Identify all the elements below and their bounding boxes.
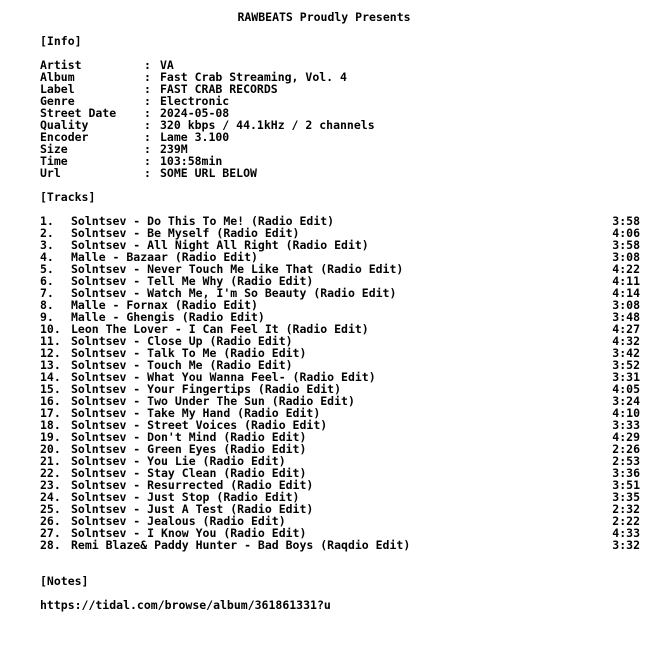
track-duration: 4:29 <box>612 430 640 444</box>
info-value: SOME URL BELOW <box>160 166 257 180</box>
track-duration: 3:08 <box>612 298 640 312</box>
track-number: 13. <box>40 358 61 372</box>
info-separator: : <box>144 106 151 120</box>
track-duration: 2:32 <box>612 502 640 516</box>
track-number: 7. <box>40 286 54 300</box>
notes-url-link[interactable]: https://tidal.com/browse/album/361861331?u <box>40 598 331 612</box>
track-number: 25. <box>40 502 61 516</box>
info-value: 320 kbps / 44.1kHz / 2 channels <box>160 118 375 132</box>
track-title: Solntsev - Do This To Me! (Radio Edit) <box>71 214 335 228</box>
info-value: Fast Crab Streaming, Vol. 4 <box>160 70 347 84</box>
track-number: 27. <box>40 526 61 540</box>
info-key: Encoder <box>40 130 89 144</box>
track-number: 4. <box>40 250 54 264</box>
track-duration: 3:35 <box>612 490 640 504</box>
info-row <box>40 71 640 83</box>
track-number: 3. <box>40 238 54 252</box>
info-key: Time <box>40 154 68 168</box>
track-title: Solntsev - You Lie (Radio Edit) <box>71 454 286 468</box>
track-title: Solntsev - Two Under The Sun (Radio Edit) <box>71 394 355 408</box>
track-row <box>40 539 640 551</box>
track-number: 11. <box>40 334 61 348</box>
track-title: Solntsev - Don't Mind (Radio Edit) <box>71 430 307 444</box>
track-title: Solntsev - Never Touch Me Like That (Radio Edit) <box>71 262 404 276</box>
track-duration: 2:53 <box>612 454 640 468</box>
track-number: 14. <box>40 370 61 384</box>
info-separator: : <box>144 58 151 72</box>
info-key: Album <box>40 70 75 84</box>
track-number: 20. <box>40 442 61 456</box>
track-title: Solntsev - Resurrected (Radio Edit) <box>71 478 314 492</box>
track-duration: 3:48 <box>612 310 640 324</box>
track-number: 5. <box>40 262 54 276</box>
info-row <box>40 131 640 143</box>
info-row <box>40 119 640 131</box>
track-title: Solntsev - Tell Me Why (Radio Edit) <box>71 274 314 288</box>
info-section-label: [Info] <box>40 34 82 48</box>
track-title: Solntsev - What You Wanna Feel- (Radio Edit) <box>71 370 376 384</box>
track-title: Solntsev - Jealous (Radio Edit) <box>71 514 286 528</box>
track-number: 12. <box>40 346 61 360</box>
track-duration: 2:22 <box>612 514 640 528</box>
track-title: Solntsev - Talk To Me (Radio Edit) <box>71 346 307 360</box>
info-key: Artist <box>40 58 82 72</box>
info-key: Size <box>40 142 68 156</box>
track-number: 19. <box>40 430 61 444</box>
track-duration: 4:11 <box>612 274 640 288</box>
track-number: 16. <box>40 394 61 408</box>
track-number: 6. <box>40 274 54 288</box>
track-duration: 4:10 <box>612 406 640 420</box>
track-duration: 4:27 <box>612 322 640 336</box>
info-key: Url <box>40 166 61 180</box>
track-duration: 3:51 <box>612 478 640 492</box>
track-duration: 3:32 <box>612 538 640 552</box>
track-number: 8. <box>40 298 54 312</box>
track-duration: 4:14 <box>612 286 640 300</box>
info-key: Genre <box>40 94 75 108</box>
track-number: 10. <box>40 322 61 336</box>
info-value: 239M <box>160 142 188 156</box>
notes-section-label: [Notes] <box>40 574 89 588</box>
info-separator: : <box>144 154 151 168</box>
track-title: Malle - Bazaar (Radio Edit) <box>71 250 258 264</box>
info-value: 103:58min <box>160 154 223 168</box>
info-separator: : <box>144 142 151 156</box>
info-separator: : <box>144 130 151 144</box>
track-title: Solntsev - Just A Test (Radio Edit) <box>71 502 314 516</box>
track-number: 21. <box>40 454 61 468</box>
track-duration: 4:32 <box>612 334 640 348</box>
info-separator: : <box>144 94 151 108</box>
track-duration: 3:58 <box>612 238 640 252</box>
track-duration: 3:31 <box>612 370 640 384</box>
track-title: Solntsev - Be Myself (Radio Edit) <box>71 226 300 240</box>
track-duration: 4:33 <box>612 526 640 540</box>
track-number: 2. <box>40 226 54 240</box>
info-value: 2024-05-08 <box>160 106 230 120</box>
track-title: Solntsev - I Know You (Radio Edit) <box>71 526 307 540</box>
track-number: 1. <box>40 214 54 228</box>
release-title: RAWBEATS Proudly Presents <box>237 10 411 24</box>
info-row <box>40 167 640 179</box>
track-title: Malle - Fornax (Radio Edit) <box>71 298 258 312</box>
track-title: Malle - Ghengis (Radio Edit) <box>71 310 265 324</box>
track-title: Solntsev - Touch Me (Radio Edit) <box>71 358 293 372</box>
track-number: 17. <box>40 406 61 420</box>
track-title: Solntsev - Stay Clean (Radio Edit) <box>71 466 307 480</box>
track-title: Solntsev - All Night All Right (Radio Edit) <box>71 238 369 252</box>
info-key: Street Date <box>40 106 117 120</box>
info-row <box>40 83 640 95</box>
track-number: 24. <box>40 490 61 504</box>
info-separator: : <box>144 82 151 96</box>
track-duration: 3:42 <box>612 346 640 360</box>
info-value: Lame 3.100 <box>160 130 230 144</box>
track-title: Leon The Lover - I Can Feel It (Radio Edit) <box>71 322 369 336</box>
track-number: 28. <box>40 538 61 552</box>
track-title: Remi Blaze& Paddy Hunter - Bad Boys (Raqdio Edit) <box>71 538 411 552</box>
tracks-section-label: [Tracks] <box>40 190 96 204</box>
track-title: Solntsev - Street Voices (Radio Edit) <box>71 418 328 432</box>
track-title: Solntsev - Take My Hand (Radio Edit) <box>71 406 321 420</box>
track-number: 18. <box>40 418 61 432</box>
info-value: VA <box>160 58 174 72</box>
info-key: Label <box>40 82 75 96</box>
track-title: Solntsev - Close Up (Radio Edit) <box>71 334 293 348</box>
track-duration: 4:06 <box>612 226 640 240</box>
track-duration: 3:58 <box>612 214 640 228</box>
track-duration: 3:08 <box>612 250 640 264</box>
track-duration: 4:22 <box>612 262 640 276</box>
track-duration: 2:26 <box>612 442 640 456</box>
info-row <box>40 155 640 167</box>
track-title: Solntsev - Your Fingertips (Radio Edit) <box>71 382 342 396</box>
track-number: 15. <box>40 382 61 396</box>
info-separator: : <box>144 70 151 84</box>
info-value: Electronic <box>160 94 230 108</box>
track-number: 23. <box>40 478 61 492</box>
info-key: Quality <box>40 118 89 132</box>
track-title: Solntsev - Just Stop (Radio Edit) <box>71 490 300 504</box>
track-duration: 3:36 <box>612 466 640 480</box>
track-title: Solntsev - Green Eyes (Radio Edit) <box>71 442 307 456</box>
info-separator: : <box>144 118 151 132</box>
track-number: 26. <box>40 514 61 528</box>
track-duration: 3:33 <box>612 418 640 432</box>
track-number: 9. <box>40 310 54 324</box>
info-value: FAST CRAB RECORDS <box>160 82 278 96</box>
track-duration: 3:52 <box>612 358 640 372</box>
track-title: Solntsev - Watch Me, I'm So Beauty (Radio Edit) <box>71 286 397 300</box>
info-separator: : <box>144 166 151 180</box>
info-row <box>40 95 640 107</box>
track-number: 22. <box>40 466 61 480</box>
track-duration: 3:24 <box>612 394 640 408</box>
info-row <box>40 143 640 155</box>
track-duration: 4:05 <box>612 382 640 396</box>
